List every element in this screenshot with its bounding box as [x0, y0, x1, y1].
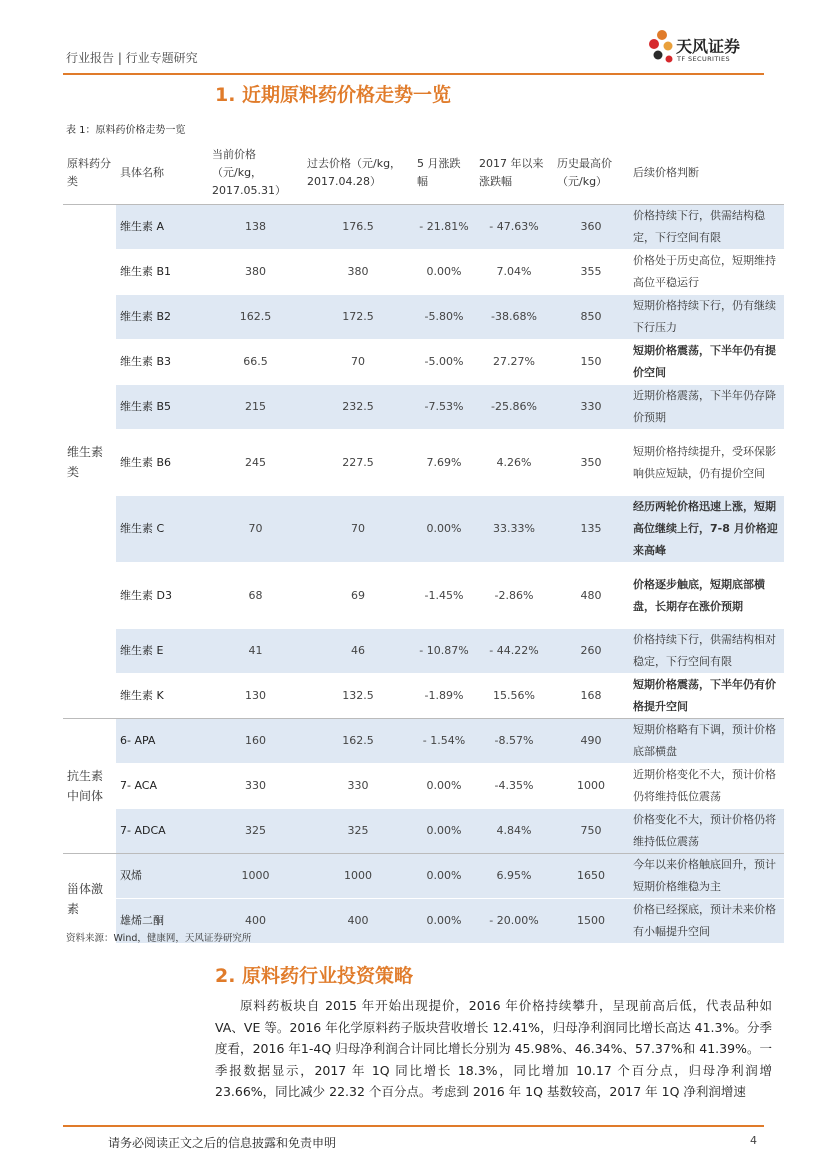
- category-steroid: 甾体激素: [63, 854, 116, 944]
- cell-ytd: -2.86%: [475, 563, 553, 629]
- cell-ytd: 4.26%: [475, 430, 553, 496]
- footer-disclaimer: 请务必阅读正文之后的信息披露和免责申明: [108, 1136, 337, 1150]
- cell-current: 138: [208, 205, 303, 250]
- cell-judge: 价格变化不大，预计价格仍将维持低位震荡: [629, 809, 784, 854]
- cell-past: 70: [303, 340, 413, 385]
- cell-hist: 750: [553, 809, 629, 854]
- cell-name: 维生素 B2: [116, 295, 208, 340]
- logo-name: 天风证券: [676, 37, 741, 56]
- cell-name: 维生素 B1: [116, 250, 208, 295]
- cell-may: - 21.81%: [413, 205, 475, 250]
- cell-judge: 价格已经探底，预计未来价格有小幅提升空间: [629, 899, 784, 944]
- cell-judge: 价格持续下行，供需结构稳定，下行空间有限: [629, 205, 784, 250]
- cell-name: 7- ADCA: [116, 809, 208, 854]
- cell-hist: 480: [553, 563, 629, 629]
- cell-current: 1000: [208, 854, 303, 899]
- cell-name: 雄烯二酮: [116, 899, 208, 944]
- cell-current: 70: [208, 496, 303, 563]
- cell-judge: 近期价格变化不大，预计价格仍将维持低位震荡: [629, 764, 784, 809]
- tf-securities-logo: [648, 28, 778, 70]
- cell-name: 维生素 B6: [116, 430, 208, 496]
- cell-name: 维生素 K: [116, 674, 208, 719]
- cell-current: 245: [208, 430, 303, 496]
- cell-hist: 850: [553, 295, 629, 340]
- cell-hist: 355: [553, 250, 629, 295]
- cell-name: 维生素 C: [116, 496, 208, 563]
- col-header-current: 当前价格（元/kg，2017.05.31）: [208, 142, 303, 205]
- cell-name: 维生素 A: [116, 205, 208, 250]
- cell-past: 400: [303, 899, 413, 944]
- logo-subtitle: TF SECURITIES: [677, 55, 731, 63]
- cell-ytd: 15.56%: [475, 674, 553, 719]
- col-header-ytd: 2017 年以来涨跌幅: [475, 142, 553, 205]
- cell-ytd: -8.57%: [475, 719, 553, 764]
- cell-judge: 短期价格持续提升，受环保影响供应短缺，仍有提价空间: [629, 430, 784, 496]
- cell-may: - 1.54%: [413, 719, 475, 764]
- cell-may: 0.00%: [413, 809, 475, 854]
- col-header-judge: 后续价格判断: [629, 142, 784, 205]
- page-number: 4: [750, 1134, 757, 1147]
- table-row: [63, 430, 784, 496]
- logo-flower-icon: [648, 28, 676, 70]
- price-table: [63, 142, 784, 944]
- table-header-row: [63, 142, 784, 205]
- cell-past: 176.5: [303, 205, 413, 250]
- table-row: [63, 496, 784, 563]
- cell-may: 0.00%: [413, 764, 475, 809]
- cell-current: 160: [208, 719, 303, 764]
- cell-may: -5.80%: [413, 295, 475, 340]
- cell-ytd: - 47.63%: [475, 205, 553, 250]
- cell-name: 维生素 B3: [116, 340, 208, 385]
- cell-ytd: 27.27%: [475, 340, 553, 385]
- section-2-title: 2. 原料药行业投资策略: [215, 965, 414, 987]
- table-row: [63, 205, 784, 250]
- cell-current: 380: [208, 250, 303, 295]
- cell-ytd: 6.95%: [475, 854, 553, 899]
- table-source: 资料来源：Wind，健康网，天风证券研究所: [66, 933, 252, 944]
- cell-hist: 360: [553, 205, 629, 250]
- cell-current: 400: [208, 899, 303, 944]
- cell-past: 1000: [303, 854, 413, 899]
- cell-past: 172.5: [303, 295, 413, 340]
- cell-name: 双烯: [116, 854, 208, 899]
- cell-hist: 260: [553, 629, 629, 674]
- cell-may: -7.53%: [413, 385, 475, 430]
- footer-rule: [63, 1125, 764, 1127]
- cell-current: 325: [208, 809, 303, 854]
- cell-may: 0.00%: [413, 899, 475, 944]
- report-breadcrumb: 行业报告 | 行业专题研究: [66, 51, 198, 65]
- cell-judge: 经历两轮价格迅速上涨，短期高位继续上行，7-8 月价格迎来高峰: [629, 496, 784, 563]
- cell-judge: 价格持续下行，供需结构相对稳定，下行空间有限: [629, 629, 784, 674]
- cell-judge: 今年以来价格触底回升，预计短期价格维稳为主: [629, 854, 784, 899]
- cell-judge: 短期价格震荡，下半年仍有价格提升空间: [629, 674, 784, 719]
- table-row: [63, 385, 784, 430]
- cell-ytd: -4.35%: [475, 764, 553, 809]
- table-row: [63, 629, 784, 674]
- cell-name: 7- ACA: [116, 764, 208, 809]
- cell-name: 维生素 B5: [116, 385, 208, 430]
- cell-ytd: 4.84%: [475, 809, 553, 854]
- cell-name: 维生素 D3: [116, 563, 208, 629]
- cell-may: 0.00%: [413, 250, 475, 295]
- cell-judge: 价格逐步触底，短期底部横盘，长期存在涨价预期: [629, 563, 784, 629]
- cell-past: 162.5: [303, 719, 413, 764]
- cell-ytd: 33.33%: [475, 496, 553, 563]
- cell-hist: 150: [553, 340, 629, 385]
- table-row: [63, 295, 784, 340]
- table-row: [63, 563, 784, 629]
- cell-current: 66.5: [208, 340, 303, 385]
- cell-hist: 168: [553, 674, 629, 719]
- cell-current: 41: [208, 629, 303, 674]
- cell-hist: 1650: [553, 854, 629, 899]
- cell-may: 0.00%: [413, 854, 475, 899]
- col-header-past: 过去价格（元/kg，2017.04.28）: [303, 142, 413, 205]
- category-antibiotic: 抗生素中间体: [63, 719, 116, 854]
- table-row: [63, 340, 784, 385]
- cell-past: 227.5: [303, 430, 413, 496]
- cell-may: - 10.87%: [413, 629, 475, 674]
- table-caption: 表 1：原料药价格走势一览: [66, 125, 186, 136]
- col-header-may: 5 月涨跌幅: [413, 142, 475, 205]
- cell-judge: 短期价格震荡，下半年仍有提价空间: [629, 340, 784, 385]
- cell-hist: 1500: [553, 899, 629, 944]
- cell-past: 380: [303, 250, 413, 295]
- cell-current: 162.5: [208, 295, 303, 340]
- table-row: [63, 854, 784, 899]
- table-row: [63, 250, 784, 295]
- cell-name: 6- APA: [116, 719, 208, 764]
- section-1-title: 1. 近期原料药价格走势一览: [215, 84, 452, 106]
- table-row: [63, 719, 784, 764]
- cell-past: 325: [303, 809, 413, 854]
- col-header-hist: 历史最高价（元/kg）: [553, 142, 629, 205]
- table-row: [63, 764, 784, 809]
- cell-current: 330: [208, 764, 303, 809]
- body-paragraph: 原料药板块自 2015 年开始出现提价，2016 年价格持续攀升，呈现前高后低，代表品种如 VA、VE 等。2016 年化学原料药子版块营收增长 12.41%，归母净利润同比增长高达 41.3%。分季度看，2016 年1-4Q 归母净利润合计同比增长分别为 45.98%、46.34%、57.37%和 41.39%。一季报数据显示，2017 年 1Q 同比增长 18.3%，同比增加 10.17 个百分点，归母净利润增 23.66%，同比减少 22.32 个百分点。考虑到 2016 年 1Q 基数较高，2017 年 1Q 净利润增速: [215, 998, 772, 1099]
- cell-past: 69: [303, 563, 413, 629]
- header-rule: [63, 73, 764, 75]
- cell-hist: 1000: [553, 764, 629, 809]
- table-row: [63, 674, 784, 719]
- cell-past: 132.5: [303, 674, 413, 719]
- cell-may: -5.00%: [413, 340, 475, 385]
- cell-current: 68: [208, 563, 303, 629]
- cell-judge: 近期价格震荡，下半年仍存降价预期: [629, 385, 784, 430]
- cell-judge: 短期价格持续下行，仍有继续下行压力: [629, 295, 784, 340]
- cell-past: 70: [303, 496, 413, 563]
- cell-may: -1.45%: [413, 563, 475, 629]
- cell-past: 330: [303, 764, 413, 809]
- cell-may: 7.69%: [413, 430, 475, 496]
- category-vitamin: 维生素类: [63, 205, 116, 719]
- cell-current: 130: [208, 674, 303, 719]
- cell-may: 0.00%: [413, 496, 475, 563]
- cell-hist: 490: [553, 719, 629, 764]
- cell-name: 维生素 E: [116, 629, 208, 674]
- cell-ytd: - 20.00%: [475, 899, 553, 944]
- cell-judge: 价格处于历史高位，短期维持高位平稳运行: [629, 250, 784, 295]
- cell-judge: 短期价格略有下调，预计价格底部横盘: [629, 719, 784, 764]
- cell-ytd: - 44.22%: [475, 629, 553, 674]
- cell-ytd: -38.68%: [475, 295, 553, 340]
- table-row: [63, 809, 784, 854]
- col-header-name: 具体名称: [116, 142, 208, 205]
- cell-hist: 135: [553, 496, 629, 563]
- cell-current: 215: [208, 385, 303, 430]
- cell-hist: 350: [553, 430, 629, 496]
- cell-ytd: -25.86%: [475, 385, 553, 430]
- cell-may: -1.89%: [413, 674, 475, 719]
- cell-ytd: 7.04%: [475, 250, 553, 295]
- cell-past: 232.5: [303, 385, 413, 430]
- cell-past: 46: [303, 629, 413, 674]
- col-header-category: 原料药分类: [63, 142, 116, 205]
- cell-hist: 330: [553, 385, 629, 430]
